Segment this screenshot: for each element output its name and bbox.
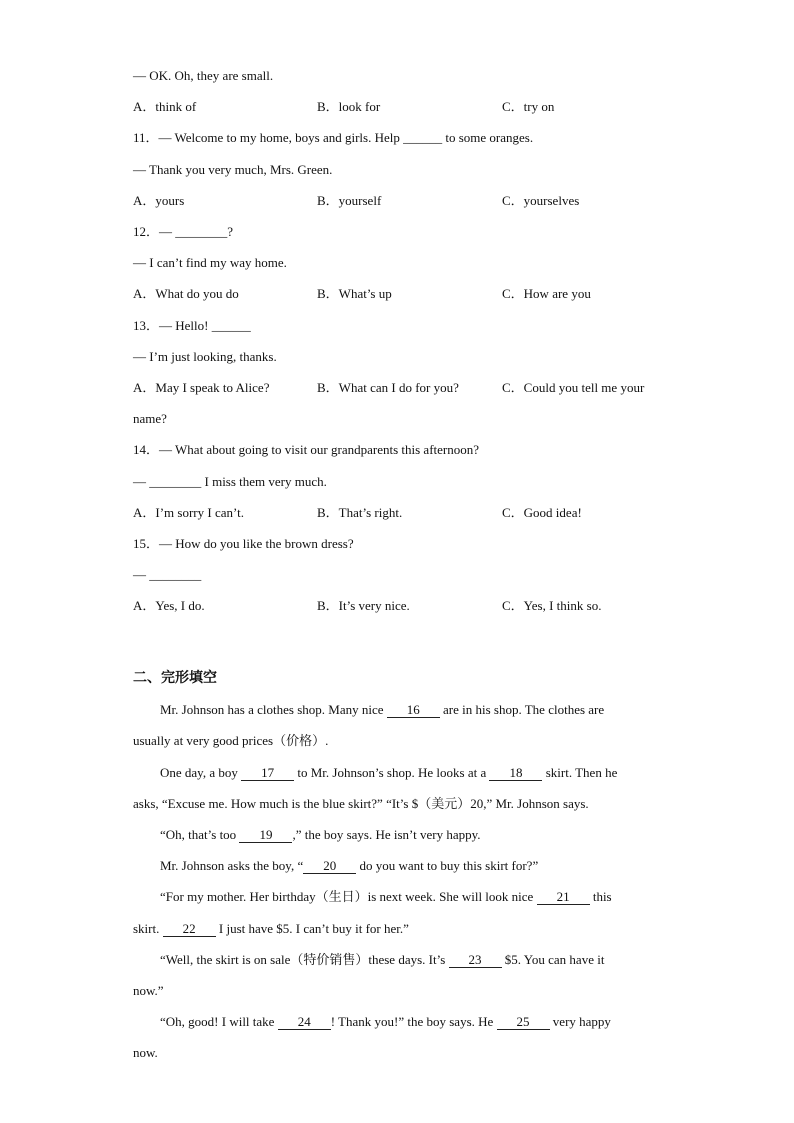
cloze-text: now. bbox=[133, 1045, 158, 1061]
option-c bbox=[502, 193, 579, 208]
option-text: look for bbox=[338, 99, 381, 115]
question-number: 14． bbox=[133, 442, 160, 458]
blank-19: 19 bbox=[239, 827, 292, 843]
stem-text: — Welcome to my home, boys and girls. Help ______ to some oranges. bbox=[158, 130, 534, 146]
option-a bbox=[133, 185, 317, 216]
option-text: It’s very nice. bbox=[338, 598, 410, 614]
stem-text: — What about going to visit our grandparents this afternoon? bbox=[159, 442, 480, 458]
cloze-text: this bbox=[589, 889, 612, 905]
option-c bbox=[502, 286, 591, 301]
cloze-line bbox=[133, 757, 660, 788]
option-b bbox=[317, 91, 502, 122]
option-a bbox=[133, 372, 317, 403]
cloze-paragraph bbox=[133, 850, 660, 881]
option-a bbox=[133, 278, 317, 309]
question-item bbox=[133, 434, 660, 528]
blank-16: 16 bbox=[387, 702, 440, 718]
option-label: C． bbox=[502, 99, 524, 115]
option-label: B． bbox=[317, 379, 339, 395]
cloze-text: asks, “Excuse me. How much is the blue skirt?” “It’s $（美元）20,” Mr. Johnson says. bbox=[133, 795, 589, 811]
option-text: What can I do for you? bbox=[338, 379, 459, 395]
option-b bbox=[317, 185, 502, 216]
question-item bbox=[133, 310, 660, 435]
dialogue-line: — OK. Oh, they are small. bbox=[133, 68, 274, 83]
cloze-text: One day, a boy bbox=[160, 764, 242, 780]
cloze-text: skirt. Then he bbox=[542, 764, 618, 780]
cloze-line bbox=[133, 725, 660, 756]
stem-text: — ________? bbox=[159, 223, 234, 239]
section-heading: 二、完形填空 bbox=[133, 671, 217, 686]
dialogue-line bbox=[133, 341, 660, 372]
cloze-text: to Mr. Johnson’s shop. He looks at a bbox=[294, 764, 490, 780]
cloze-text: usually at very good prices（价格）. bbox=[133, 733, 329, 749]
option-label: C． bbox=[502, 504, 524, 520]
cloze-line bbox=[133, 881, 660, 912]
cloze-line bbox=[133, 788, 660, 819]
stem-text: — How do you like the brown dress? bbox=[159, 535, 354, 551]
stem-text: — Thank you very much, Mrs. Green. bbox=[133, 161, 333, 177]
blank-20: 20 bbox=[303, 858, 356, 874]
option-label: A． bbox=[133, 504, 156, 520]
options-row bbox=[133, 91, 660, 122]
blank-24: 24 bbox=[278, 1014, 331, 1030]
cloze-text: I just have $5. I can’t buy it for her.” bbox=[215, 920, 409, 936]
cloze-line bbox=[133, 1037, 660, 1068]
question-item bbox=[133, 216, 660, 310]
question-number: 11． bbox=[133, 130, 159, 146]
blank-17: 17 bbox=[241, 765, 294, 781]
cloze-text: “Oh, that’s too bbox=[160, 826, 240, 842]
question-stem bbox=[133, 434, 660, 465]
option-text: try on bbox=[523, 99, 555, 115]
stem-text: — ________ I miss them very much. bbox=[133, 473, 327, 489]
cloze-paragraph bbox=[133, 819, 660, 850]
option-a bbox=[133, 91, 317, 122]
option-text: That’s right. bbox=[338, 504, 403, 520]
option-text: Yes, I do. bbox=[155, 598, 205, 614]
question-number: 12． bbox=[133, 223, 160, 239]
cloze-line bbox=[133, 819, 660, 850]
option-label: B． bbox=[317, 504, 339, 520]
dialogue-line bbox=[133, 466, 660, 497]
option-label: A． bbox=[133, 379, 156, 395]
question-stem bbox=[133, 528, 660, 559]
question-number: 13． bbox=[133, 317, 160, 333]
option-a bbox=[133, 497, 317, 528]
option-label: A． bbox=[133, 286, 156, 302]
cloze-text: Mr. Johnson asks the boy, “ bbox=[160, 858, 304, 874]
option-text: May I speak to Alice? bbox=[155, 379, 270, 395]
option-b bbox=[317, 372, 502, 403]
option-text: yourself bbox=[338, 192, 382, 208]
cloze-section bbox=[133, 663, 660, 1068]
question-item bbox=[133, 528, 660, 622]
options-row bbox=[133, 590, 660, 621]
cloze-line bbox=[133, 694, 660, 725]
cloze-text: now.” bbox=[133, 982, 164, 998]
option-label: A． bbox=[133, 99, 156, 115]
cloze-line bbox=[133, 975, 660, 1006]
multiple-choice-section bbox=[133, 60, 660, 621]
question-number: 15． bbox=[133, 535, 160, 551]
option-text: yourselves bbox=[523, 192, 580, 208]
cloze-paragraph bbox=[133, 944, 660, 1006]
options-row bbox=[133, 185, 660, 216]
question-item bbox=[133, 122, 660, 216]
cloze-text: “For my mother. Her birthday（生日）is next week. She will look nice bbox=[160, 889, 537, 905]
blank-25: 25 bbox=[497, 1014, 550, 1030]
option-a bbox=[133, 590, 317, 621]
blank-21: 21 bbox=[537, 889, 590, 905]
cloze-text: Mr. Johnson has a clothes shop. Many nice bbox=[160, 702, 387, 718]
options-row bbox=[133, 278, 660, 309]
blank-22: 22 bbox=[163, 921, 216, 937]
option-text: Good idea! bbox=[523, 504, 582, 520]
option-text: I’m sorry I can’t. bbox=[155, 504, 244, 520]
stem-text: — I can’t find my way home. bbox=[133, 255, 287, 271]
option-text: yours bbox=[155, 192, 185, 208]
option-text: Yes, I think so. bbox=[523, 598, 602, 614]
options-row bbox=[133, 497, 660, 528]
option-label: A． bbox=[133, 192, 156, 208]
question-stem bbox=[133, 216, 660, 247]
cloze-text: “Well, the skirt is on sale（特价销售）these days. It’s bbox=[160, 951, 449, 967]
cloze-text: $5. You can have it bbox=[501, 951, 605, 967]
option-label: B． bbox=[317, 192, 339, 208]
question-stem bbox=[133, 122, 660, 153]
option-text: What’s up bbox=[338, 286, 392, 302]
cloze-text: “Oh, good! I will take bbox=[160, 1014, 278, 1030]
stem-text: — I’m just looking, thanks. bbox=[133, 348, 277, 364]
options-row bbox=[133, 372, 660, 434]
dialogue-line bbox=[133, 154, 660, 185]
cloze-text: skirt. bbox=[133, 920, 163, 936]
cloze-paragraph bbox=[133, 881, 660, 943]
blank-18: 18 bbox=[489, 765, 542, 781]
cloze-paragraph bbox=[133, 757, 660, 819]
option-b bbox=[317, 497, 502, 528]
option-label: B． bbox=[317, 286, 339, 302]
option-label: C． bbox=[502, 379, 524, 395]
cloze-line bbox=[133, 913, 660, 944]
option-c bbox=[502, 99, 554, 114]
cloze-text: ,” the boy says. He isn’t very happy. bbox=[292, 826, 481, 842]
option-label: A． bbox=[133, 598, 156, 614]
option-c bbox=[502, 505, 582, 520]
cloze-text: very happy bbox=[549, 1014, 611, 1030]
cloze-text: ! Thank you!” the boy says. He bbox=[330, 1014, 497, 1030]
cloze-line bbox=[133, 1006, 660, 1037]
cloze-line bbox=[133, 850, 660, 881]
stem-text: — ________ bbox=[133, 567, 202, 583]
option-label: C． bbox=[502, 598, 524, 614]
dialogue-line bbox=[133, 559, 660, 590]
cloze-line bbox=[133, 944, 660, 975]
option-label: B． bbox=[317, 99, 339, 115]
cloze-text: are in his shop. The clothes are bbox=[439, 702, 605, 718]
option-label: C． bbox=[502, 192, 524, 208]
option-text: Could you tell me your name? bbox=[133, 379, 645, 427]
option-b bbox=[317, 278, 502, 309]
stem-text: — Hello! ______ bbox=[159, 317, 251, 333]
option-label: B． bbox=[317, 598, 339, 614]
option-text: think of bbox=[155, 99, 197, 115]
option-text: How are you bbox=[523, 286, 591, 302]
option-label: C． bbox=[502, 286, 524, 302]
blank-23: 23 bbox=[449, 952, 502, 968]
option-text: What do you do bbox=[155, 286, 239, 302]
cloze-text: do you want to buy this skirt for?” bbox=[356, 858, 539, 874]
question-stem bbox=[133, 310, 660, 341]
dialogue-line bbox=[133, 247, 660, 278]
option-c bbox=[502, 598, 601, 613]
cloze-paragraph bbox=[133, 694, 660, 756]
cloze-paragraph bbox=[133, 1006, 660, 1068]
option-b bbox=[317, 590, 502, 621]
